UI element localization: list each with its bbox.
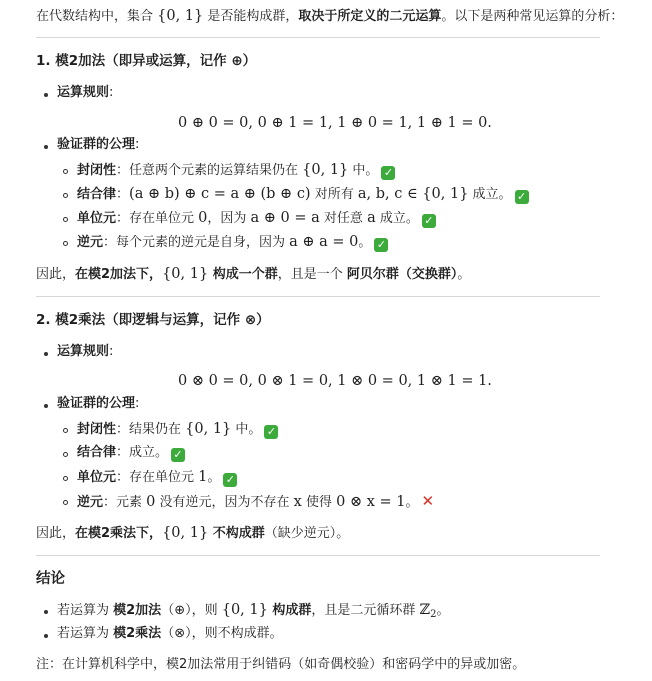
and-closure-item: [77, 419, 278, 440]
bold-text: 不构成群: [208, 526, 265, 541]
identity-formula: a ⊕ 0 = a: [250, 210, 320, 226]
closure-label: 封闭性: [77, 163, 117, 178]
inverse-formula: a ⊕ a = 0: [289, 234, 359, 250]
group-symbol: ℤ: [419, 602, 431, 618]
text: 对所有: [310, 187, 358, 202]
bullet: [44, 634, 48, 638]
rule-label: 运算规则: [57, 344, 110, 359]
divider: [36, 296, 600, 297]
text: ，且是二元循环群: [311, 603, 420, 618]
text: （缺少逆元）。: [264, 526, 350, 541]
text: 。: [405, 495, 419, 510]
bullet: [44, 93, 48, 97]
text: 。: [436, 603, 450, 618]
text: ：存在单位元: [116, 470, 199, 485]
bold-text: 模2乘法: [113, 626, 162, 641]
set: {0, 1}: [185, 421, 232, 437]
and-inverse-item: [77, 491, 434, 513]
set: {0, 1}: [302, 162, 349, 178]
divider: [36, 555, 600, 556]
sub-bullet: [63, 500, 68, 505]
colon: ：: [116, 187, 130, 202]
text: 成立。: [468, 187, 512, 202]
text: 。: [358, 235, 372, 250]
sub-bullet: [63, 241, 68, 246]
text: ：元素: [103, 495, 147, 510]
axiom-label: 验证群的公理: [57, 137, 136, 152]
xor-rule-formula: 0 ⊕ 0 = 0, 0 ⊕ 1 = 1, 1 ⊕ 0 = 1, 1 ⊕ 1 = 0.: [178, 115, 492, 131]
rule-label: 运算规则: [57, 85, 110, 100]
intro-text: 。以下是两种常见运算的分析：: [441, 9, 624, 24]
intro-set: {0, 1}: [157, 8, 204, 24]
sub-bullet: [63, 169, 68, 174]
assoc-vars: a, b, c ∈ {0, 1}: [357, 186, 469, 202]
intro-text: 是否能构成群，: [203, 9, 299, 24]
bold-text: 构成群: [267, 603, 312, 618]
bold-text: 构成一个群: [208, 267, 278, 282]
bold-text: 在模2乘法下，: [75, 526, 163, 541]
bullet: [44, 352, 48, 356]
sub-bullet: [63, 217, 68, 222]
text: 。: [457, 267, 471, 282]
closure-label: 封闭性: [77, 422, 117, 437]
colon: :: [135, 137, 140, 152]
set: {0, 1}: [162, 266, 209, 282]
check-mark-icon: ✓: [264, 425, 278, 439]
colon: :: [109, 85, 114, 100]
identity-element: 0: [198, 210, 208, 226]
assoc-label: 结合律: [77, 187, 117, 202]
xor-conclusion: [36, 264, 470, 285]
section-heading-and: 2. 模2乘法（即逻辑与运算，记作 ⊗）: [36, 312, 270, 328]
text: （⊕），则: [161, 603, 222, 618]
intro-bold: 取决于所定义的二元运算: [298, 9, 442, 24]
check-mark-icon: ✓: [381, 166, 395, 180]
text: ：成立。: [116, 445, 169, 460]
text: ：任意两个元素的运算结果仍在: [116, 163, 303, 178]
sub-bullet: [63, 476, 68, 481]
xor-identity-item: [77, 208, 436, 229]
xor-assoc-item: [77, 184, 529, 205]
xor-inverse-item: [77, 232, 388, 253]
identity-label: 单位元: [77, 470, 117, 485]
rule-label-line: [57, 342, 113, 362]
element: 0: [146, 494, 156, 510]
bold-text: 在模2加法下，: [75, 267, 163, 282]
summary-heading: 结论: [36, 571, 65, 587]
text: 中。: [231, 422, 262, 437]
text: 若运算为: [57, 603, 114, 618]
group-subscript: 2: [430, 609, 437, 620]
assoc-formula: (a ⊕ b) ⊕ c = a ⊕ (b ⊕ c): [129, 186, 311, 202]
axiom-label-line: [57, 394, 139, 414]
text: ，因为: [207, 211, 251, 226]
cross-mark-icon: ✕: [421, 492, 435, 510]
inverse-formula: 0 ⊗ x = 1: [336, 494, 406, 510]
bold-text: 阿贝尔群（交换群）: [346, 267, 458, 282]
bullet: [44, 610, 48, 614]
bold-text: 模2加法: [113, 603, 162, 618]
text: ：存在单位元: [116, 211, 199, 226]
variable: a: [367, 210, 376, 226]
and-conclusion: [36, 523, 349, 544]
bullet: [44, 145, 48, 149]
sub-bullet: [63, 452, 68, 457]
sub-bullet: [63, 193, 68, 198]
summary-item-1: [57, 600, 450, 625]
rule-label-line: [57, 83, 113, 103]
and-identity-item: [77, 467, 237, 488]
check-mark-icon: ✓: [171, 448, 185, 462]
text: ，且是一个: [277, 267, 347, 282]
inverse-label: 逆元: [77, 495, 104, 510]
colon: :: [109, 344, 114, 359]
text: 若运算为: [57, 626, 114, 641]
text: 成立。: [375, 211, 419, 226]
divider: [36, 37, 600, 38]
text: 因此，: [36, 526, 76, 541]
sub-bullet: [63, 428, 68, 433]
check-mark-icon: ✓: [374, 238, 388, 252]
axiom-label: 验证群的公理: [57, 396, 136, 411]
colon: :: [135, 396, 140, 411]
footnote: 注：在计算机科学中，模2加法常用于纠错码（如奇偶校验）和密码学中的异或加密。: [36, 657, 526, 672]
text: 对任意: [319, 211, 368, 226]
text: 。: [207, 470, 221, 485]
variable: x: [293, 494, 302, 510]
check-mark-icon: ✓: [223, 473, 237, 487]
summary-item-2: [57, 624, 283, 644]
text: 因此，: [36, 267, 76, 282]
text: ：结果仍在: [116, 422, 186, 437]
text: 中。: [348, 163, 379, 178]
assoc-label: 结合律: [77, 445, 117, 460]
intro-paragraph: [36, 6, 623, 27]
text: （⊗），则不构成群。: [161, 626, 283, 641]
intro-text: 在代数结构中，集合: [36, 9, 158, 24]
check-mark-icon: ✓: [422, 214, 436, 228]
identity-element: 1: [198, 469, 208, 485]
inverse-label: 逆元: [77, 235, 104, 250]
set: {0, 1}: [162, 525, 209, 541]
axiom-label-line: [57, 135, 139, 155]
xor-closure-item: [77, 160, 395, 181]
check-mark-icon: ✓: [515, 190, 529, 204]
section-heading-xor: 1. 模2加法（即异或运算，记作 ⊕）: [36, 53, 257, 69]
identity-label: 单位元: [77, 211, 117, 226]
set: {0, 1}: [221, 602, 268, 618]
and-assoc-item: [77, 443, 185, 463]
text: 没有逆元，因为不存在: [155, 495, 294, 510]
text: ：每个元素的逆元是自身，因为: [103, 235, 290, 250]
and-rule-formula: 0 ⊗ 0 = 0, 0 ⊗ 1 = 0, 1 ⊗ 0 = 0, 1 ⊗ 1 = 1.: [178, 373, 492, 389]
text: 使得: [301, 495, 337, 510]
bullet: [44, 404, 48, 408]
